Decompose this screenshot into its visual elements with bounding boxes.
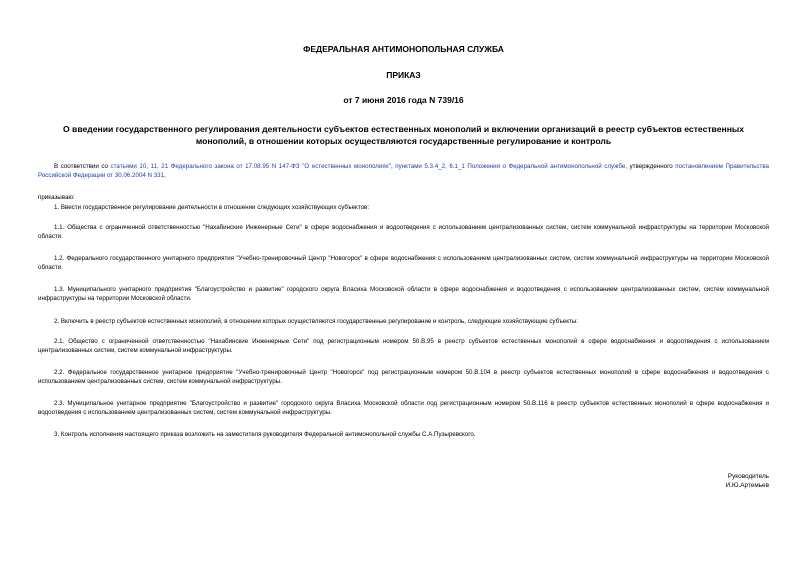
resolution-link[interactable]: постановлением Правительства Российской Федерации от 30.06.2004 N 331 (38, 163, 769, 180)
doc-date-number: от 7 июня 2016 года N 739/16 (343, 95, 464, 105)
preamble-sep: , (390, 163, 396, 170)
signature-position: Руководитель (727, 473, 769, 480)
doc-type: ПРИКАЗ (386, 70, 421, 80)
paragraph-1-3: 1.3. Муниципального унитарного предприятия "Благоустройство и развитие" городского округа Власиха Московской области в сфере водоснабжения и водоотведения с использованием централизованных систем, систем коммунальной инфраструктуры на территории Московской области. (38, 286, 769, 303)
paragraph-3: 3. Контроль исполнения настоящего приказа возложить на заместителя руководителя Федеральной антимонопольной службы С.А.Пузыревского. (54, 431, 476, 438)
agency-name: ФЕДЕРАЛЬНАЯ АНТИМОНОПОЛЬНАЯ СЛУЖБА (303, 44, 504, 54)
preamble-mid: , утвержденного (625, 163, 676, 170)
paragraph-2-1: 2.1. Общество с ограниченной ответственностью "Нахабинские Инженерные Сети" под регистрационным номером 50.В.95 в реестр субъектов естественных монополий в сфере водоснабжения и водоотведения с использованием централизованных систем, систем коммунальной инфраструктуры. (38, 338, 769, 355)
signature-block (726, 472, 769, 491)
law-link[interactable]: статьями 10, 11, 21 Федерального закона от 17.08.95 N 147-ФЗ "О естественных монополиях" (110, 163, 391, 170)
regulation-link[interactable]: пунктами 5.3.4_2, 6.1_1 Положения о Федеральной антимонопольной службе (395, 163, 626, 170)
paragraph-1: 1. Ввести государственное регулирование деятельности в отношении следующих хозяйствующих субъектов: (54, 204, 370, 211)
paragraph-2-3: 2.3. Муниципальное унитарное предприятие "Благоустройство и развитие" городского округа Власиха Московской области под регистрационным номером 50.В.116 в реестр субъектов естественных монополий в сфере водоснабжения и водоотведения с использованием централизованных систем, систем коммунальной инфраструктуры. (38, 400, 769, 417)
order-word: приказываю: (38, 194, 75, 201)
paragraph-2: 2. Включить в реестр субъектов естественных монополий, в отношении которых осуществляются государственные регулирование и контроль, следующие хозяйствующие субъекты: (54, 318, 579, 325)
doc-title: О введении государственного регулирования деятельности субъектов естественных монополий и включении организаций в реестр субъектов естественных монополий, в отношении которых осуществляются государственные регулирование и контроль (62, 124, 745, 146)
signature-name: И.Ю.Артемьев (725, 482, 769, 490)
paragraph-1-1: 1.1. Общества с ограниченной ответственностью "Нахабинские Инженерные Сети" в сфере водоснабжения и водоотведения с использованием централизованных систем, систем коммунальной инфраструктуры на территории Московской области. (38, 224, 769, 241)
preamble (38, 162, 769, 181)
preamble-intro: В соответствии со (54, 163, 111, 170)
paragraph-1-2: 1.2. Федерального государственного унитарного предприятия "Учебно-тренировочный Центр "Новогорск" в сфере водоснабжения с использованием централизованных систем, систем коммунальной инфраструктуры на территории Московской области. (38, 255, 769, 272)
paragraph-2-2: 2.2. Федеральное государственное унитарное предприятие "Учебно-тренировочный Центр "Новогорск" под регистрационным номером 50.В.104 в реестр субъектов естественных монополий в сфере водоснабжения и водоотведения с использованием централизованных систем, систем коммунальной инфраструктуры. (38, 369, 769, 386)
preamble-end: , (164, 172, 166, 180)
